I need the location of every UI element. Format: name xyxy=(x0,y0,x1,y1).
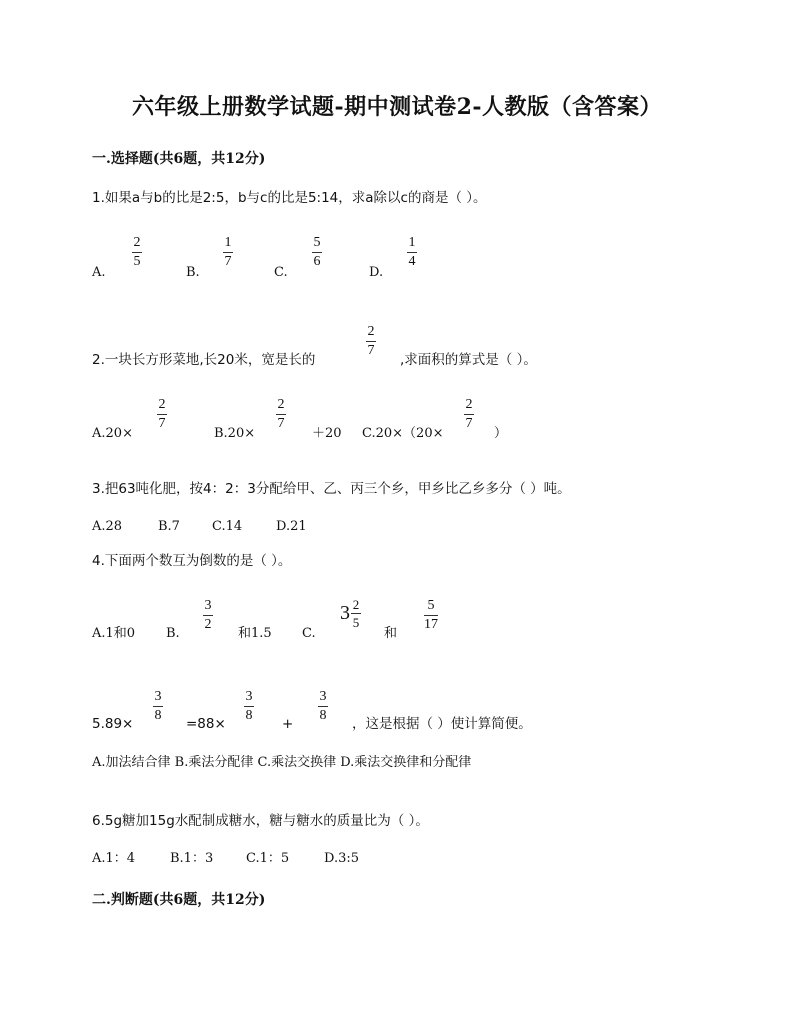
section-heading-choice: 一.选择题(共6题，共12分) xyxy=(92,151,266,167)
question-5-plus: + xyxy=(282,716,294,732)
q6-option-a: A.1：4 xyxy=(92,851,136,866)
q4-option-b: B. xyxy=(166,626,180,641)
q2-option-b-fraction: 2 7 xyxy=(277,397,285,431)
q6-option-d: D.3:5 xyxy=(324,851,360,866)
q6-option-b: B.1：3 xyxy=(170,851,214,866)
question-2-text-after: ,求面积的算式是（ ）。 xyxy=(400,352,537,368)
q1-option-c-fraction: 5 6 xyxy=(313,235,321,269)
q1-option-a-fraction: 2 5 xyxy=(133,235,141,269)
q1-option-d-fraction: 1 4 xyxy=(408,235,416,269)
q5-options: A.加法结合律 B.乘法分配律 C.乘法交换律 D.乘法交换律和分配律 xyxy=(92,755,472,770)
q5-fraction-3: 3 8 xyxy=(319,689,327,723)
question-2-text: 2.一块长方形菜地,长20米，宽是长的 xyxy=(92,352,316,368)
q4-option-c-mixed-number: 3 $\frac{2}{5}$ xyxy=(340,597,360,630)
question-4-text: 4.下面两个数互为倒数的是（ ）。 xyxy=(92,553,292,569)
q3-option-c: C.14 xyxy=(212,519,243,534)
question-5-end: ，这是根据（ ）使计算简便。 xyxy=(352,716,532,732)
q1-option-d-label: D. xyxy=(369,265,384,280)
q2-option-b: B.20× xyxy=(214,426,256,441)
page-title: 六年级上册数学试题-期中测试卷2-人教版（含答案） xyxy=(131,94,663,120)
q4-option-c-mid: 和 xyxy=(384,626,398,641)
q2-option-a: A.20× xyxy=(92,426,133,441)
question-3-text: 3.把63吨化肥，按4：2：3分配给甲、乙、丙三个乡，甲乡比乙乡多分（ ）吨。 xyxy=(92,481,571,497)
q5-fraction-1: 3 8 xyxy=(154,689,162,723)
q5-fraction-2: 3 8 xyxy=(245,689,253,723)
q1-option-c-label: C. xyxy=(274,265,288,280)
q4-option-c-fraction-2: 5 17 xyxy=(424,598,438,632)
q2-option-c-fraction: 2 7 xyxy=(465,397,473,431)
section-heading-judgement: 二.判断题(共6题，共12分) xyxy=(92,892,266,908)
q1-option-b-fraction: 1 7 xyxy=(224,235,232,269)
q2-option-c: C.20×（20× xyxy=(362,426,444,441)
q2-option-b-after: ＋20 xyxy=(312,426,342,441)
q4-option-b-after: 和1.5 xyxy=(238,626,272,641)
question-1-text: 1.如果a与b的比是2:5，b与c的比是5:14，求a除以c的商是（ ）。 xyxy=(92,190,487,206)
question-5-start: 5.89× xyxy=(92,716,134,732)
q1-option-a-label: A. xyxy=(92,265,106,280)
q2-option-a-fraction: 2 7 xyxy=(158,397,166,431)
q4-option-c: C. xyxy=(302,626,316,641)
q1-option-b-label: B. xyxy=(186,265,200,280)
question-5-mid: =88× xyxy=(186,716,226,732)
q2-option-c-after: ） xyxy=(494,426,508,441)
q4-option-a: A.1和0 xyxy=(92,626,136,641)
q3-option-b: B.7 xyxy=(158,519,180,534)
question-6-text: 6.5g糖加15g水配制成糖水，糖与糖水的质量比为（ ）。 xyxy=(92,813,429,829)
q4-option-b-fraction: 3 2 xyxy=(204,598,212,632)
q6-option-c: C.1：5 xyxy=(246,851,290,866)
q3-option-a: A.28 xyxy=(92,519,123,534)
q3-option-d: D.21 xyxy=(276,519,307,534)
q2-fraction: 2 7 xyxy=(367,324,375,358)
